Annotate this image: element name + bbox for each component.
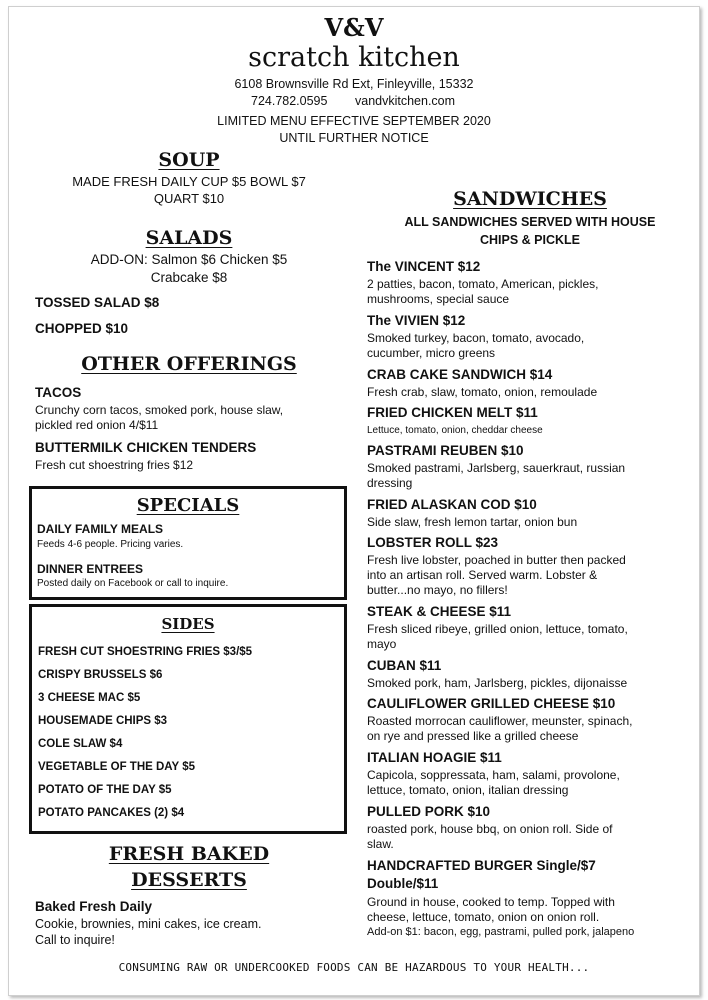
sides-heading: SIDES bbox=[161, 615, 215, 633]
sandwich-desc: 2 patties, bacon, tomato, American, pickles, bbox=[367, 277, 599, 291]
burger-addons: Add-on $1: bacon, egg, pastrami, pulled pork, jalapeno bbox=[367, 926, 635, 938]
desserts-subtitle: Baked Fresh Daily bbox=[35, 899, 153, 914]
side-item: FRESH CUT SHOESTRING FRIES $3/$5 bbox=[38, 646, 253, 658]
menu-page bbox=[8, 6, 700, 996]
desserts-description-2: Call to inquire! bbox=[35, 933, 115, 947]
side-item: 3 CHEESE MAC $5 bbox=[38, 692, 141, 704]
sandwich-desc: mushrooms, special sauce bbox=[367, 292, 510, 306]
sandwich-title: HANDCRAFTED BURGER Single/$7 bbox=[367, 858, 596, 873]
soup-prices: MADE FRESH DAILY CUP $5 BOWL $7 bbox=[72, 174, 306, 189]
salad-addons: ADD-ON: Salmon $6 Chicken $5 bbox=[90, 252, 288, 267]
sandwich-title: The VIVIEN $12 bbox=[367, 313, 466, 328]
soup-quart: QUART $10 bbox=[153, 191, 225, 206]
specials-heading: SPECIALS bbox=[136, 495, 240, 516]
sandwich-title: FRIED CHICKEN MELT $11 bbox=[367, 405, 538, 420]
sandwich-desc: Smoked turkey, bacon, tomato, avocado, bbox=[367, 331, 585, 345]
sandwich-title: CUBAN $11 bbox=[367, 658, 442, 673]
side-item: HOUSEMADE CHIPS $3 bbox=[38, 715, 168, 727]
sandwich-desc: Fresh crab, slaw, tomato, onion, remoulade bbox=[367, 385, 598, 399]
sandwiches-subtitle: ALL SANDWICHES SERVED WITH HOUSE bbox=[404, 215, 656, 229]
dinner-entrees-desc: Posted daily on Facebook or call to inquire. bbox=[37, 578, 229, 589]
phone: 724.782.0595 bbox=[251, 94, 328, 108]
desserts-heading-2: DESSERTS bbox=[131, 869, 247, 891]
sandwich-title: PULLED PORK $10 bbox=[367, 804, 491, 819]
salads-heading: SALADS bbox=[145, 227, 233, 249]
family-meals-desc: Feeds 4-6 people. Pricing varies. bbox=[37, 539, 184, 550]
health-warning: CONSUMING RAW OR UNDERCOOKED FOODS CAN BE HAZARDOUS TO YOUR HEALTH... bbox=[118, 961, 590, 974]
sandwich-title: CAULIFLOWER GRILLED CHEESE $10 bbox=[367, 696, 616, 711]
salad-item: TOSSED SALAD $8 bbox=[35, 295, 160, 310]
other-offerings-heading: OTHER OFFERINGS bbox=[81, 353, 297, 375]
sandwich-title: The VINCENT $12 bbox=[367, 259, 481, 274]
sandwich-desc: Ground in house, cooked to temp. Topped with bbox=[367, 895, 615, 909]
tenders-description: Fresh cut shoestring fries $12 bbox=[35, 458, 194, 472]
sandwich-desc: butter...no mayo, no fillers! bbox=[367, 583, 508, 597]
sandwich-desc: cucumber, micro greens bbox=[367, 346, 496, 360]
sandwich-desc: Lettuce, tomato, onion, cheddar cheese bbox=[367, 425, 543, 436]
salad-item: CHOPPED $10 bbox=[35, 321, 129, 336]
sandwich-desc: cheese, lettuce, tomato, onion on onion roll. bbox=[367, 910, 600, 924]
brand-name: V&V bbox=[324, 13, 384, 42]
sides-box bbox=[29, 604, 347, 834]
sandwich-desc: Side slaw, fresh lemon tartar, onion bun bbox=[367, 515, 578, 529]
desserts-heading: FRESH BAKED bbox=[108, 843, 270, 865]
tacos-description-2: pickled red onion 4/$11 bbox=[35, 418, 159, 432]
brand-tagline: scratch kitchen bbox=[248, 42, 460, 73]
soup-heading: SOUP bbox=[158, 149, 220, 171]
dinner-entrees-title: DINNER ENTREES bbox=[37, 562, 144, 576]
sandwich-desc: Roasted morrocan cauliflower, meunster, spinach, bbox=[367, 714, 633, 728]
sandwich-desc: Capicola, soppressata, ham, salami, provolone, bbox=[367, 768, 620, 782]
side-item: POTATO OF THE DAY $5 bbox=[38, 784, 172, 796]
sandwich-desc: on rye and pressed like a grilled cheese bbox=[367, 729, 579, 743]
sandwich-desc: mayo bbox=[367, 637, 397, 651]
sandwich-title: CRAB CAKE SANDWICH $14 bbox=[367, 367, 553, 382]
sandwich-title: Double/$11 bbox=[367, 876, 439, 891]
sandwich-desc: Fresh sliced ribeye, grilled onion, lettuce, tomato, bbox=[367, 622, 628, 636]
family-meals-title: DAILY FAMILY MEALS bbox=[37, 522, 164, 536]
desserts-description: Cookie, brownies, mini cakes, ice cream. bbox=[35, 917, 262, 931]
sandwich-title: STEAK & CHEESE $11 bbox=[367, 604, 512, 619]
salad-addons-2: Crabcake $8 bbox=[150, 270, 228, 285]
sandwich-desc: into an artisan roll. Served warm. Lobster & bbox=[367, 568, 598, 582]
menu-notice: LIMITED MENU EFFECTIVE SEPTEMBER 2020 bbox=[217, 114, 491, 128]
sandwich-title: LOBSTER ROLL $23 bbox=[367, 535, 499, 550]
specials-box bbox=[29, 486, 347, 600]
sandwich-desc: slaw. bbox=[367, 837, 394, 851]
side-item: VEGETABLE OF THE DAY $5 bbox=[38, 761, 195, 773]
sandwich-title: PASTRAMI REUBEN $10 bbox=[367, 443, 524, 458]
sandwich-title: ITALIAN HOAGIE $11 bbox=[367, 750, 502, 765]
sandwich-desc: Smoked pastrami, Jarlsberg, sauerkraut, russian bbox=[367, 461, 626, 475]
side-item: CRISPY BRUSSELS $6 bbox=[38, 669, 163, 681]
sandwich-desc: Smoked pork, ham, Jarlsberg, pickles, dijonaisse bbox=[367, 676, 628, 690]
sandwiches-subtitle-2: CHIPS & PICKLE bbox=[479, 233, 580, 247]
website: vandvkitchen.com bbox=[355, 94, 456, 108]
tacos-title: TACOS bbox=[35, 385, 82, 400]
sandwich-desc: lettuce, tomato, onion, italian dressing bbox=[367, 783, 569, 797]
tacos-description: Crunchy corn tacos, smoked pork, house slaw, bbox=[35, 403, 284, 417]
sandwiches-heading: SANDWICHES bbox=[453, 188, 607, 210]
sandwich-desc: dressing bbox=[367, 476, 413, 490]
sandwich-desc: roasted pork, house bbq, on onion roll. Side of bbox=[367, 822, 613, 836]
side-item: COLE SLAW $4 bbox=[38, 738, 123, 750]
menu-notice-2: UNTIL FURTHER NOTICE bbox=[279, 131, 429, 145]
sandwich-title: FRIED ALASKAN COD $10 bbox=[367, 497, 537, 512]
side-item: POTATO PANCAKES (2) $4 bbox=[38, 807, 185, 819]
address: 6108 Brownsville Rd Ext, Finleyville, 15332 bbox=[234, 77, 474, 91]
tenders-title: BUTTERMILK CHICKEN TENDERS bbox=[35, 440, 257, 455]
sandwich-desc: Fresh live lobster, poached in butter then packed bbox=[367, 553, 626, 567]
